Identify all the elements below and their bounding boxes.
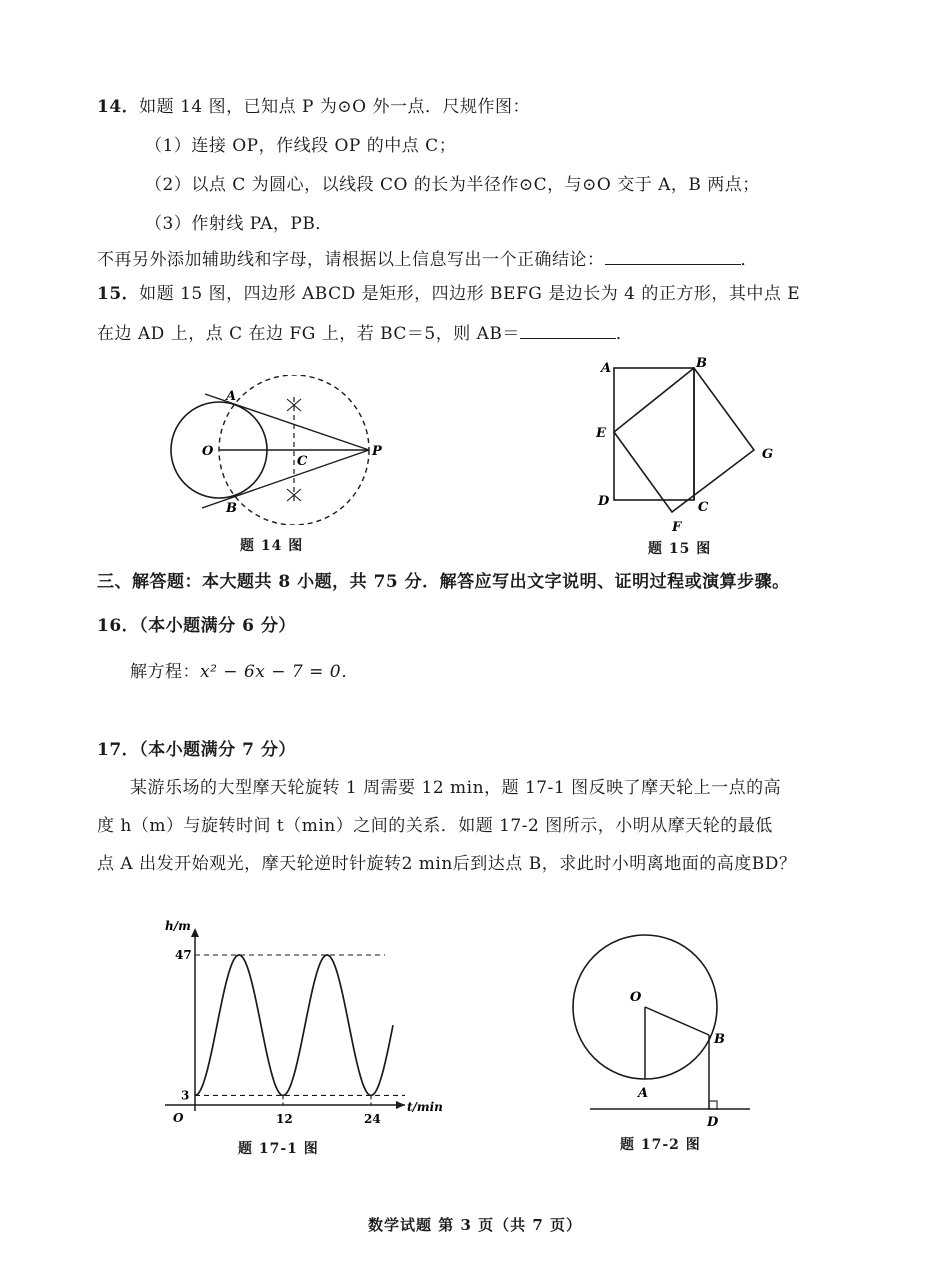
q15-line-2: [97, 320, 633, 346]
label-c: C: [698, 500, 709, 515]
figure-17-2: [570, 925, 770, 1135]
x-tick-label-24: 24: [364, 1112, 381, 1125]
q15-line-1-text: 如题 15 图，四边形 ABCD 是矩形，四边形 BEFG 是边长为 4 的正方形，其中点 E: [139, 284, 801, 304]
label-a: A: [601, 361, 612, 376]
q14-end: ．: [740, 250, 758, 270]
right-angle-mark: [709, 1101, 717, 1109]
q17-line-3: 点 A 出发开始观光，摩天轮逆时针旋转2 min后到达点 B，求此时小明离地面的高度BD？: [97, 854, 797, 874]
q15-number: 15．: [97, 284, 140, 304]
q15-line-2-text: 在边 AD 上，点 C 在边 FG 上，若 BC＝5，则 AB＝: [97, 324, 520, 344]
q14-step-2: （2）以点 C 为圆心，以线段 CO 的长为半径作⊙C，与⊙O 交于 A，B 两点；: [145, 175, 760, 195]
q16-problem: [130, 660, 359, 684]
label-d: D: [598, 494, 610, 509]
segment-ob: [645, 1007, 709, 1035]
origin-label: O: [173, 1111, 184, 1125]
q17-line-2: 度 h（m）与旋转时间 t（min）之间的关系．如题 17-2 图所示，小明从摩天轮的最低: [97, 816, 773, 836]
label-b: B: [226, 501, 237, 516]
q17-head: 17．（本小题满分 7 分）: [97, 740, 296, 760]
q16-equation: x² − 6x − 7 = 0．: [200, 662, 359, 682]
q15-end: ．: [615, 324, 634, 344]
label-e: E: [596, 426, 606, 441]
y-tick-label-47: 47: [175, 948, 192, 962]
q14-stem-text: 如题 14 图，已知点 P 为⊙O 外一点．尺规作图：: [139, 97, 530, 117]
q15-answer-blank[interactable]: [520, 320, 616, 339]
label-o: O: [202, 444, 214, 459]
q15-line-1: [97, 282, 800, 306]
q14-step-3: （3）作射线 PA，PB．: [145, 214, 333, 234]
label-p: P: [372, 444, 382, 459]
label-b: B: [714, 1032, 725, 1047]
figure-15: [590, 355, 790, 535]
label-o: O: [630, 990, 642, 1005]
chart-series: [195, 955, 393, 1095]
figure-17-1-caption: 题 17-1 图: [238, 1141, 319, 1157]
x-tick-label-12: 12: [276, 1112, 293, 1125]
q14-ask-text: 不再另外添加辅助线和字母，请根据以上信息写出一个正确结论：: [97, 250, 605, 270]
ray-pb: [202, 450, 369, 508]
figure-17-1-chart: [155, 910, 445, 1125]
chart-text: [165, 919, 443, 1125]
q14-ask: [97, 246, 758, 272]
figure-14: [160, 375, 400, 525]
q16-prompt: 解方程：: [130, 662, 200, 682]
q14-answer-blank[interactable]: [605, 246, 741, 265]
series-line-h: [195, 955, 393, 1095]
label-c: C: [297, 454, 308, 469]
label-a: A: [226, 389, 237, 404]
square-befg: [614, 368, 754, 512]
chart-guides: [195, 955, 405, 1105]
y-axis-label: h/m: [165, 919, 191, 933]
y-tick-label-3: 3: [181, 1088, 190, 1103]
section-3-title: 三、解答题：本大题共 8 小题，共 75 分．解答应写出文字说明、证明过程或演算步骤。: [97, 572, 790, 592]
x-axis-arrow: [396, 1101, 405, 1109]
q17-line-1: 某游乐场的大型摩天轮旋转 1 周需要 12 min，题 17-1 图反映了摩天轮上一点的高: [130, 778, 782, 798]
page-footer: 数学试题 第 3 页（共 7 页）: [368, 1216, 582, 1234]
x-axis-label: t/min: [407, 1100, 443, 1114]
figure-15-caption: 题 15 图: [648, 541, 712, 557]
figure-17-2-caption: 题 17-2 图: [620, 1137, 701, 1153]
label-d: D: [707, 1115, 719, 1130]
q14-stem: [97, 95, 530, 119]
label-g: G: [762, 447, 774, 462]
figure-14-caption: 题 14 图: [240, 538, 304, 554]
q16-head: 16．（本小题满分 6 分）: [97, 616, 296, 636]
label-f: F: [672, 520, 682, 535]
label-a: A: [638, 1086, 649, 1101]
rectangle-abcd: [614, 368, 694, 500]
y-axis-arrow: [191, 928, 199, 937]
q14-number: 14．: [97, 97, 140, 117]
label-b: B: [696, 356, 707, 371]
q14-step-1: （1）连接 OP，作线段 OP 的中点 C；: [145, 136, 457, 156]
